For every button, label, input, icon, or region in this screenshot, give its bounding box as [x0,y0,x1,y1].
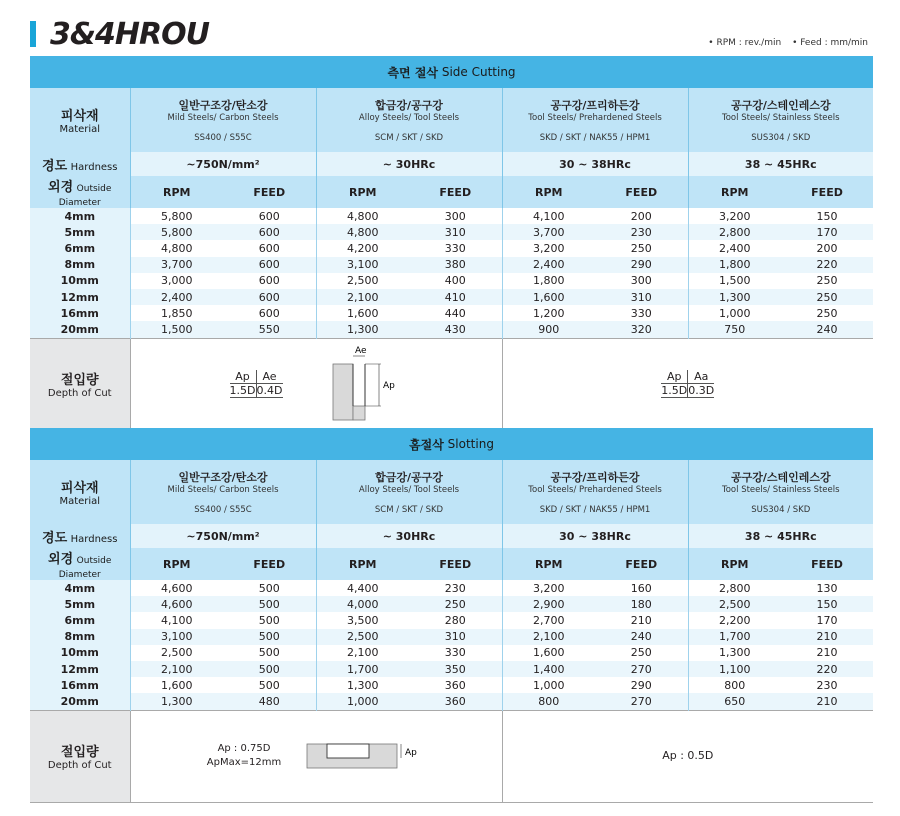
feed-cell: 380 [409,257,502,273]
hardness-value: 30 ~ 38HRc [502,152,688,176]
diameter-cell: 5mm [30,224,130,240]
rpm-cell: 3,700 [130,257,223,273]
rpm-cell: 5,800 [130,224,223,240]
feed-cell: 330 [444,646,466,660]
feed-cell: 220 [781,661,873,677]
hardness-value: ~ 30HRc [316,524,502,548]
table-row [30,240,873,256]
rpm-header: RPM [502,176,595,208]
material-grade: SKD / SKT / NAK55 / HPM1 [539,505,651,515]
feed-cell: 600 [223,224,316,240]
rpm-cell: 2,900 [502,596,595,612]
rpm-cell: 1,600 [130,677,223,693]
material-label [30,88,130,152]
hardness-value: ~750N/mm² [130,524,316,548]
diameter-cell: 20mm [30,321,130,338]
rpm-cell: 1,300 [316,677,409,693]
feed-cell: 270 [595,693,688,710]
title-accent-bar [30,21,36,47]
feed-cell: 240 [781,321,873,338]
feed-cell: 130 [816,581,838,595]
material-cell [688,460,873,524]
doc-value: 0.4D [256,384,283,397]
diameter-cell: 8mm [30,629,130,645]
rpm-cell: 1,500 [688,273,781,289]
doc-right-cell: Ap : 0.5D [502,710,873,802]
rpm-cell: 1,800 [502,273,595,289]
doc-left-cell [130,338,502,430]
depth-of-cut-label [30,710,130,802]
rpm-cell: 4,200 [316,240,409,256]
hardness-value: 38 ~ 45HRc [688,524,873,548]
material-cell [502,88,688,152]
feed-cell: 150 [781,596,873,612]
table-row [30,677,873,693]
feed-cell: 290 [630,678,652,692]
ap-diagram-label: Ap [382,381,395,391]
feed-header: FEED [409,176,502,208]
feed-cell: 200 [630,209,652,223]
rpm-cell: 750 [688,321,781,338]
feed-cell: 230 [444,581,466,595]
rpm-cell: 2,800 [688,580,781,596]
doc-label-en: Depth of Cut [47,760,112,771]
rpm-header: RPM [688,176,781,208]
data-rows [30,580,873,710]
rpm-cell: 3,100 [130,629,223,645]
rpm-cell: 2,100 [502,629,595,645]
rpm-cell: 1,300 [688,645,781,661]
doc-header: Ae [256,370,283,384]
material-cell [130,460,316,524]
doc-value: 0.3D [688,384,715,397]
table-row [30,693,873,710]
doc-spec-table [230,370,283,398]
rpm-cell: 2,100 [316,645,409,661]
hardness-label-ko: 경도 [42,530,68,546]
feed-cell: 600 [258,306,280,320]
feed-cell: 310 [595,289,688,305]
feed-cell: 170 [781,224,873,240]
feed-cell: 600 [223,289,316,305]
feed-header: FEED [781,176,873,208]
material-name-ko: 일반구조강/탄소강 [178,99,268,112]
feed-header: FEED [595,176,688,208]
hardness-value: 38 ~ 45HRc [688,152,873,176]
material-cell [502,460,688,524]
rpm-cell: 3,200 [502,240,595,256]
material-name-en: Tool Steels/ Prehardened Steels [528,113,662,123]
doc-header: Aa [688,370,715,384]
feed-cell: 250 [816,306,838,320]
rpm-cell: 2,400 [502,257,595,273]
rpm-cell: 2,500 [316,629,409,645]
feed-cell: 440 [444,306,466,320]
doc-header: Ap [230,370,257,384]
rpm-cell: 1,500 [130,321,223,338]
feed-cell: 330 [444,241,466,255]
diameter-cell: 16mm [30,305,130,321]
diameter-cell: 12mm [30,661,130,677]
feed-cell: 500 [223,629,316,645]
data-rows [30,208,873,338]
depth-of-cut-label [30,338,130,430]
section-title [30,428,873,460]
feed-cell: 500 [223,596,316,612]
doc-line: Ap : 0.75D [217,743,271,754]
feed-cell: 220 [781,257,873,273]
material-name-en: Tool Steels/ Stainless Steels [721,485,840,495]
hardness-label [30,524,130,548]
feed-cell: 210 [816,646,838,660]
feed-header: FEED [781,548,873,580]
diameter-cell: 10mm [30,645,130,661]
rpm-cell: 1,300 [688,289,781,305]
table-row [30,661,873,677]
feed-cell: 250 [781,289,873,305]
material-label-ko: 피삭재 [60,109,99,124]
feed-cell: 550 [223,321,316,338]
feed-cell: 500 [258,613,280,627]
diameter-label-en: Outside Diameter [58,184,112,208]
diameter-cell: 12mm [30,289,130,305]
feed-cell: 250 [630,646,652,660]
table-row [30,612,873,628]
feed-cell: 480 [223,693,316,710]
unit-feed: • Feed : mm/min [792,38,868,48]
material-cell [316,88,502,152]
section-title-en: Side Cutting [441,65,516,79]
rpm-cell: 1,000 [316,693,409,710]
section-title-ko: 측면 절삭 [387,65,438,80]
rpm-cell: 3,500 [316,612,409,628]
rpm-cell: 4,100 [130,612,223,628]
feed-cell: 200 [816,241,838,255]
rpm-cell: 1,200 [502,305,595,321]
rpm-cell: 2,400 [688,240,781,256]
rpm-cell: 1,600 [502,645,595,661]
hardness-label-en: Hardness [70,161,118,173]
feed-cell: 290 [595,257,688,273]
rpm-cell: 900 [502,321,595,338]
material-name-en: Mild Steels/ Carbon Steels [167,113,279,123]
feed-cell: 300 [630,274,652,288]
hardness-label-ko: 경도 [42,158,68,174]
doc-label-ko: 절입량 [60,745,99,760]
hardness-label-en: Hardness [70,533,118,545]
side-cutting-section [30,56,873,431]
page-header [30,18,209,50]
material-label-en: Material [59,124,101,135]
feed-header: FEED [595,548,688,580]
rpm-cell: 1,100 [688,661,781,677]
doc-spec-text [207,742,281,770]
rpm-cell: 4,800 [130,240,223,256]
doc-label-ko: 절입량 [60,373,99,388]
feed-cell: 310 [409,629,502,645]
rpm-cell: 4,000 [316,596,409,612]
material-grade: SUS304 / SKD [751,505,811,515]
rpm-header: RPM [130,548,223,580]
material-row [30,460,873,524]
feed-header: FEED [223,548,316,580]
rpm-cell: 2,100 [316,289,409,305]
doc-spec-table [661,370,714,398]
hardness-row [30,524,873,548]
rpm-cell: 1,300 [316,321,409,338]
rpm-cell: 650 [688,693,781,710]
feed-cell: 250 [409,596,502,612]
feed-cell: 600 [258,209,280,223]
rpm-cell: 800 [502,693,595,710]
units-note [700,38,868,48]
feed-header: FEED [223,176,316,208]
feed-cell: 250 [816,274,838,288]
hardness-value: ~750N/mm² [130,152,316,176]
material-grade: SS400 / S55C [194,505,252,515]
feed-cell: 360 [444,678,466,692]
rpm-cell: 4,600 [130,580,223,596]
material-row [30,88,873,152]
diameter-label-en: Outside Diameter [58,556,112,580]
slot-diagram [305,736,425,776]
material-name-ko: 공구강/프리하든강 [550,471,640,484]
rpm-cell: 1,000 [688,305,781,321]
rpm-cell: 4,100 [502,208,595,224]
rpm-header: RPM [316,548,409,580]
cutting-table [30,460,873,803]
rpm-cell: 4,600 [130,596,223,612]
depth-of-cut-row [30,710,873,802]
rpm-cell: 2,700 [502,612,595,628]
rpm-cell: 3,000 [130,273,223,289]
rpm-cell: 3,700 [502,224,595,240]
side-cut-diagram [323,344,403,424]
rpm-cell: 2,500 [130,645,223,661]
feed-cell: 430 [409,321,502,338]
doc-value: 1.5D [661,384,688,397]
hardness-label [30,152,130,176]
rpm-cell: 3,100 [316,257,409,273]
doc-line: ApMax=12mm [206,757,282,768]
material-grade: SKD / SKT / NAK55 / HPM1 [539,133,651,143]
rpm-cell: 2,500 [688,596,781,612]
table-row [30,224,873,240]
section-title-en: Slotting [447,437,494,451]
table-row [30,289,873,305]
feed-cell: 330 [630,306,652,320]
feed-cell: 180 [595,596,688,612]
material-cell [316,460,502,524]
feed-cell: 250 [630,241,652,255]
feed-cell: 210 [781,629,873,645]
feed-cell: 600 [258,241,280,255]
cutting-table [30,88,873,431]
column-header-row [30,548,873,580]
table-row [30,596,873,612]
feed-cell: 360 [409,693,502,710]
diameter-cell: 4mm [30,208,130,224]
feed-cell: 500 [258,581,280,595]
feed-cell: 500 [258,646,280,660]
section-title [30,56,873,88]
table-row [30,273,873,289]
diameter-label-ko: 외경 [48,552,74,567]
hardness-row [30,152,873,176]
rpm-cell: 1,700 [688,629,781,645]
rpm-cell: 1,600 [502,289,595,305]
feed-header: FEED [409,548,502,580]
rpm-cell: 4,800 [316,224,409,240]
page-title: 3&4HROU [50,16,209,52]
diameter-cell: 10mm [30,273,130,289]
feed-cell: 160 [630,581,652,595]
material-name-ko: 공구강/프리하든강 [550,99,640,112]
rpm-cell: 1,800 [688,257,781,273]
table-row [30,645,873,661]
material-label [30,460,130,524]
feed-cell: 240 [595,629,688,645]
rpm-cell: 1,700 [316,661,409,677]
material-grade: SUS304 / SKD [751,133,811,143]
rpm-cell: 2,200 [688,612,781,628]
material-label-en: Material [59,496,101,507]
rpm-cell: 1,400 [502,661,595,677]
material-grade: SCM / SKT / SKD [374,505,444,515]
rpm-cell: 4,400 [316,580,409,596]
diameter-cell: 6mm [30,612,130,628]
rpm-cell: 800 [688,677,781,693]
material-name-en: Alloy Steels/ Tool Steels [358,485,460,495]
rpm-cell: 2,500 [316,273,409,289]
rpm-header: RPM [316,176,409,208]
feed-cell: 270 [595,661,688,677]
doc-value: 1.5D [229,384,256,397]
material-name-en: Tool Steels/ Stainless Steels [721,113,840,123]
material-cell [130,88,316,152]
doc-right-cell [502,338,873,430]
diameter-cell: 16mm [30,677,130,693]
section-title-ko: 홈절삭 [409,437,444,452]
feed-cell: 310 [409,224,502,240]
diameter-cell: 8mm [30,257,130,273]
feed-cell: 210 [781,693,873,710]
feed-cell: 150 [816,209,838,223]
hardness-value: 30 ~ 38HRc [502,524,688,548]
rpm-cell: 2,800 [688,224,781,240]
material-name-ko: 합금강/공구강 [375,471,443,484]
unit-rpm: • RPM : rev./min [708,38,782,48]
table-row [30,208,873,224]
feed-cell: 300 [444,209,466,223]
hardness-value: ~ 30HRc [316,152,502,176]
rpm-cell: 3,200 [502,580,595,596]
rpm-cell: 1,850 [130,305,223,321]
table-row [30,629,873,645]
feed-cell: 410 [409,289,502,305]
table-row [30,321,873,338]
feed-cell: 500 [258,678,280,692]
diameter-label [30,548,130,580]
feed-cell: 320 [595,321,688,338]
rpm-cell: 1,600 [316,305,409,321]
feed-cell: 280 [444,613,466,627]
diameter-cell: 20mm [30,693,130,710]
slotting-section [30,428,873,803]
material-name-en: Mild Steels/ Carbon Steels [167,485,279,495]
material-label-ko: 피삭재 [60,481,99,496]
rpm-cell: 4,800 [316,208,409,224]
ae-diagram-label: Ae [354,346,367,356]
material-cell [688,88,873,152]
doc-label-en: Depth of Cut [47,388,112,399]
rpm-cell: 1,300 [130,693,223,710]
material-name-ko: 합금강/공구강 [375,99,443,112]
feed-cell: 400 [444,274,466,288]
diameter-cell: 5mm [30,596,130,612]
rpm-cell: 5,800 [130,208,223,224]
material-name-ko: 일반구조강/탄소강 [178,471,268,484]
table-row [30,580,873,596]
rpm-header: RPM [688,548,781,580]
diameter-label-ko: 외경 [48,180,74,195]
rpm-cell: 3,200 [688,208,781,224]
material-name-ko: 공구강/스테인레스강 [730,471,831,484]
feed-cell: 230 [595,224,688,240]
table-row [30,305,873,321]
rpm-header: RPM [130,176,223,208]
material-grade: SCM / SKT / SKD [374,133,444,143]
diameter-cell: 4mm [30,580,130,596]
doc-left-cell [130,710,502,802]
table-row [30,257,873,273]
doc-header: Ap [661,370,688,384]
diameter-cell: 6mm [30,240,130,256]
material-name-en: Tool Steels/ Prehardened Steels [528,485,662,495]
column-header-row [30,176,873,208]
rpm-header: RPM [502,548,595,580]
material-name-en: Alloy Steels/ Tool Steels [358,113,460,123]
feed-cell: 170 [816,613,838,627]
feed-cell: 500 [223,661,316,677]
material-grade: SS400 / S55C [194,133,252,143]
ap-diagram-label: Ap [405,748,418,758]
feed-cell: 350 [409,661,502,677]
feed-cell: 600 [223,257,316,273]
rpm-cell: 2,100 [130,661,223,677]
rpm-cell: 2,400 [130,289,223,305]
feed-cell: 210 [630,613,652,627]
feed-cell: 230 [816,678,838,692]
feed-cell: 600 [258,274,280,288]
material-name-ko: 공구강/스테인레스강 [730,99,831,112]
rpm-cell: 1,000 [502,677,595,693]
diameter-label [30,176,130,208]
depth-of-cut-row [30,338,873,430]
